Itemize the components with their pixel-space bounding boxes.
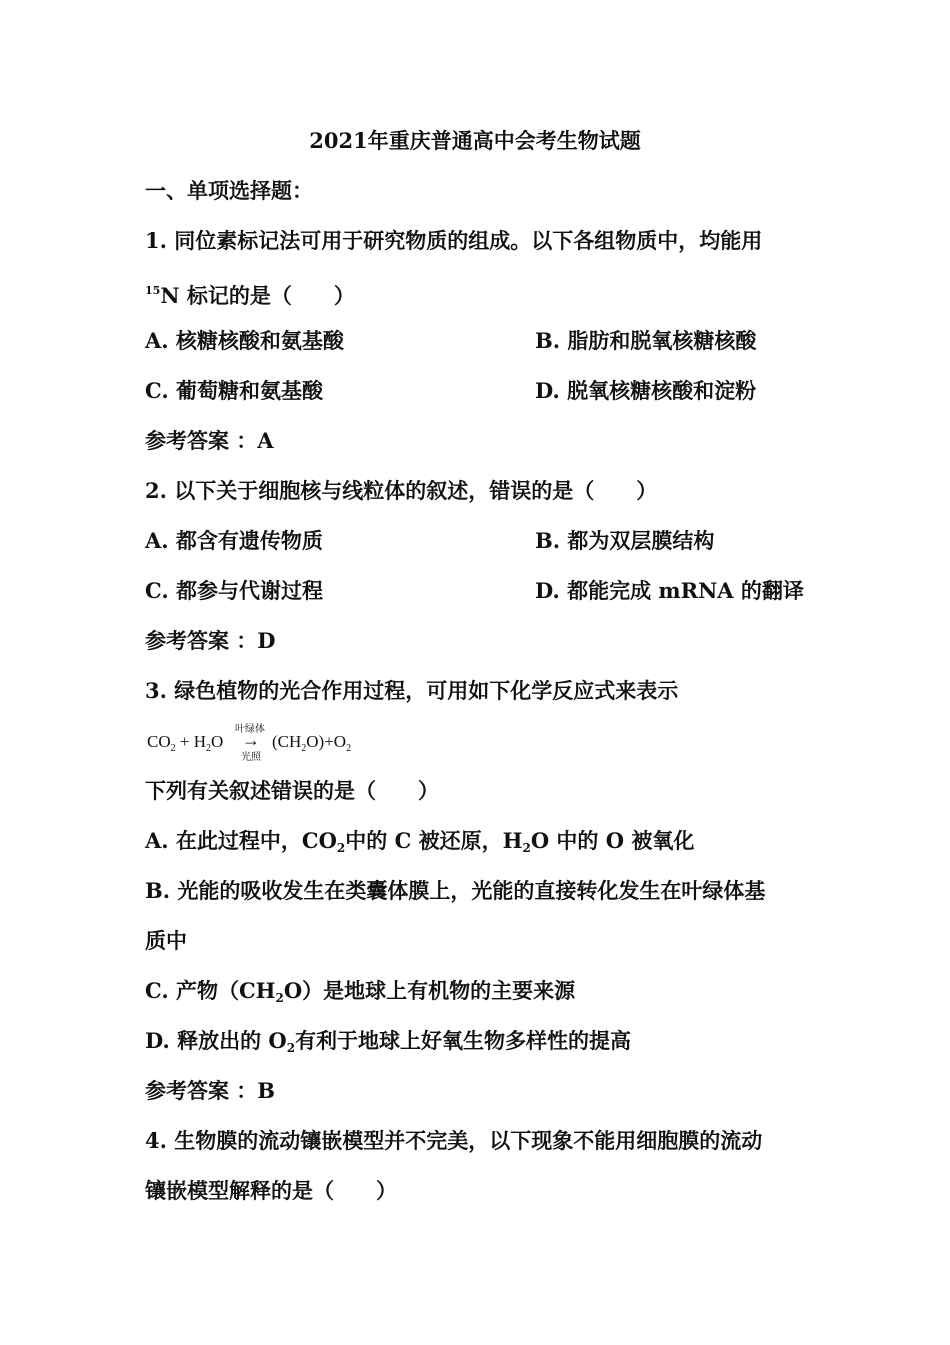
- q1-option-d: D. 脱氧核糖核酸和淀粉: [535, 378, 757, 403]
- q3-option-a-part1: A. 在此过程中，CO: [145, 828, 337, 853]
- formula-co: CO: [147, 732, 171, 751]
- q2-option-b: B. 都为双层膜结构: [535, 528, 715, 553]
- q2-option-a: A. 都含有遗传物质: [145, 528, 323, 553]
- q4-stem-line2: 镶嵌模型解释的是（ ）: [145, 1178, 397, 1203]
- q3-option-d-sub: 2: [286, 1041, 296, 1055]
- q3-option-a-sub: 2: [336, 841, 346, 855]
- q1-option-c: C. 葡萄糖和氨基酸: [145, 378, 323, 403]
- q3-option-a: [145, 827, 694, 862]
- reaction-arrow: →: [242, 730, 260, 750]
- q1-answer: 参考答案 ：A: [145, 428, 274, 453]
- reaction-condition-bottom: 光照: [241, 752, 261, 763]
- q3-option-c: [145, 977, 575, 1012]
- formula-sub-2: 2: [301, 743, 307, 754]
- q3-option-d: [145, 1027, 631, 1062]
- q1-option-a: A. 核糖核酸和氨基酸: [145, 328, 344, 353]
- q3-stem-2: 下列有关叙述错误的是（ ）: [145, 778, 439, 803]
- reaction-condition-top: 叶绿体: [235, 724, 265, 735]
- q3-option-d-part2: 有利于地球上好氧生物多样性的提高: [295, 1028, 632, 1053]
- q1-isotope-mass: 15: [145, 284, 161, 297]
- formula-sub-2: 2: [206, 743, 211, 754]
- formula-plus-h: + H: [175, 732, 206, 751]
- q3-option-a-part2: 中的 C 被还原，H: [345, 828, 523, 853]
- q4-stem-line1: 4. 生物膜的流动镶嵌模型并不完美，以下现象不能用细胞膜的流动: [145, 1128, 763, 1153]
- equation-products: [272, 732, 351, 754]
- q3-option-c-part1: C. 产物（CH: [145, 978, 276, 1003]
- equation-reactants: [147, 732, 223, 754]
- document-title: 2021年重庆普通高中会考生物试题: [309, 128, 641, 153]
- formula-ch: (CH: [272, 732, 302, 751]
- q3-option-a-part3: O 中的 O 被氧化: [530, 828, 695, 853]
- q2-stem: 2. 以下关于细胞核与线粒体的叙述，错误的是（ ）: [145, 478, 658, 503]
- q2-option-d: D. 都能完成 mRNA 的翻译: [535, 578, 804, 603]
- formula-o-plus: O)+O: [306, 732, 347, 751]
- q1-option-b: B. 脂肪和脱氧核糖核酸: [535, 328, 757, 353]
- section-heading: 一、单项选择题：: [145, 178, 313, 203]
- q1-stem-line2: [145, 277, 355, 310]
- q1-stem-text: N 标记的是（ ）: [160, 283, 355, 308]
- q3-option-c-sub: 2: [275, 991, 284, 1005]
- formula-sub-2: 2: [170, 743, 176, 754]
- q3-answer: 参考答案 ：B: [145, 1078, 276, 1103]
- q3-option-c-part2: O）是地球上有机物的主要来源: [283, 978, 576, 1003]
- photosynthesis-equation: [147, 722, 377, 762]
- q3-stem: 3. 绿色植物的光合作用过程，可用如下化学反应式来表示: [145, 678, 679, 703]
- q3-option-a-sub: 2: [522, 841, 531, 855]
- q3-option-b-line1: B. 光能的吸收发生在类囊体膜上，光能的直接转化发生在叶绿体基: [145, 878, 766, 903]
- q1-stem-line1: 1. 同位素标记法可用于研究物质的组成。以下各组物质中，均能用: [145, 228, 763, 253]
- formula-sub-2: 2: [346, 743, 352, 754]
- q2-answer: 参考答案 ：D: [145, 628, 276, 653]
- q3-option-b-line2: 质中: [145, 928, 187, 953]
- q3-option-d-part1: D. 释放出的 O: [145, 1028, 287, 1053]
- formula-o: O: [211, 732, 224, 751]
- q2-option-c: C. 都参与代谢过程: [145, 578, 323, 603]
